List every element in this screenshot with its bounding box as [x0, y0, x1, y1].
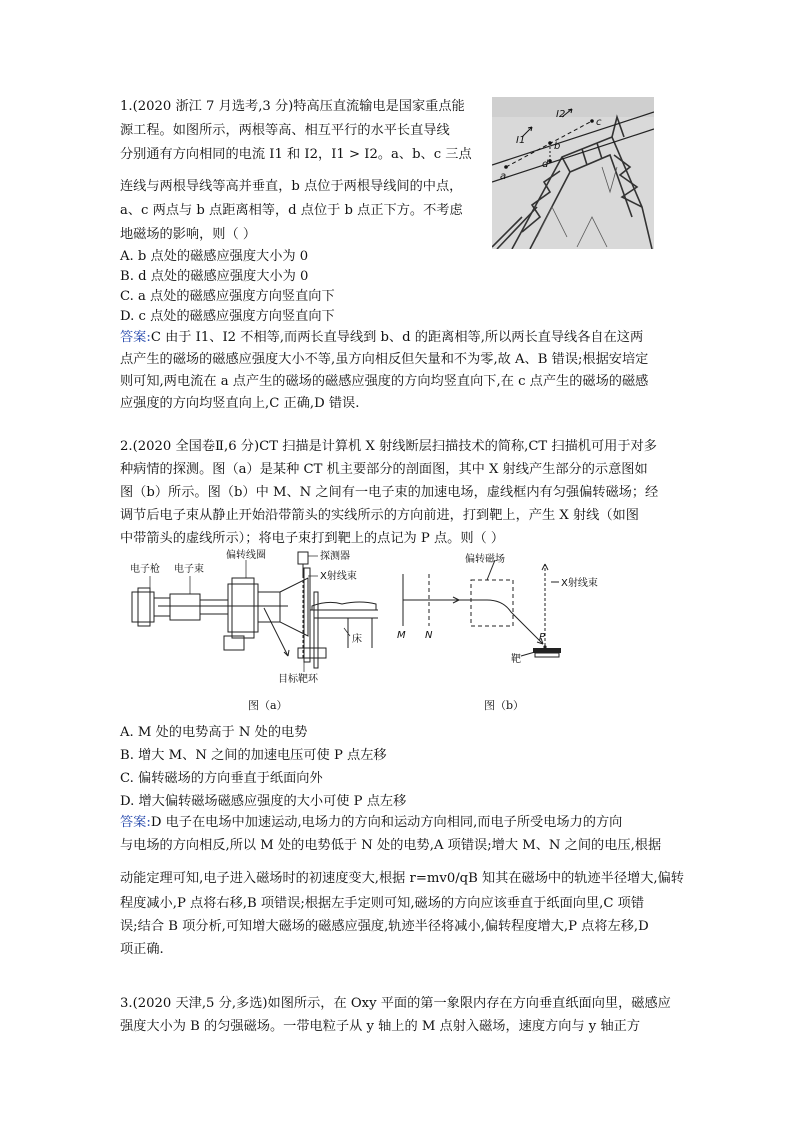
- q2-line-3: 图（b）所示。图（b）中 M、N 之间有一电子束的加速电场，虚线框内有匀强偏转磁场；经: [120, 485, 659, 500]
- q2-line-4: 调节后电子束从静止开始沿带箭头的实线所示的方向前进，打到靶上，产生 X 射线（如图: [120, 508, 639, 523]
- q2-answer-line-1: 答案:D 电子在电场中加速运动,电场力的方向和运动方向相同,而电子所受电场力的方向: [120, 815, 623, 830]
- q1-option-a: A. b 点处的磁感应强度大小为 0: [120, 249, 309, 264]
- q3-line-2: 强度大小为 B 的匀强磁场。一带电粒子从 y 轴上的 M 点射入磁场，速度方向与 y 轴正方: [120, 1019, 641, 1034]
- q3-line-1: 3.(2020 天津,5 分,多选)如图所示，在 Oxy 平面的第一象限内存在方向垂直纸面向里，磁感应: [120, 996, 671, 1011]
- fig-b-label-P: P: [539, 632, 546, 643]
- q2-answer-label: 答案:: [120, 815, 151, 830]
- photo-label-d: d: [542, 159, 549, 170]
- q1-line-4: 连线与两根导线等高并垂直，b 点位于两根导线间的中点，: [120, 179, 463, 194]
- fig-a-label-detector: 探测器: [320, 551, 350, 562]
- q1-option-b: B. d 点处的磁感应强度大小为 0: [120, 269, 309, 284]
- q1-answer-line-1: 答案:C 由于 I1、I2 不相等,而两长直导线到 b、d 的距离相等,所以两长直导线各自在这两: [120, 330, 644, 345]
- q2-line-1: 2.(2020 全国卷Ⅱ,6 分)CT 扫描是计算机 X 射线断层扫描技术的简称,CT 扫描机可用于对多: [120, 439, 657, 454]
- q1-line-2: 源工程。如图所示，两根等高、相互平行的水平长直导线: [120, 123, 450, 138]
- fig-a-label-bed: 床: [352, 634, 362, 645]
- q1-line-6: 地磁场的影响，则（ ）: [120, 227, 257, 242]
- fig-b-label-M: M: [397, 630, 406, 641]
- q2-option-a: A. M 处的电势高于 N 处的电势: [120, 725, 308, 740]
- fig-b-label-target: 靶: [511, 654, 521, 665]
- q2-answer-line-3: 动能定理可知,电子进入磁场时的初速度变大,根据 r=mv0/qB 知其在磁场中的轨迹半径增大,偏转: [120, 871, 684, 886]
- q2-figure-a: [128, 548, 388, 688]
- q2-line-5: 中带箭头的虚线所示）；将电子束打到靶上的点记为 P 点。则（ ）: [120, 531, 505, 546]
- fig-a-label-deflection-coil: 偏转线圈: [226, 550, 266, 561]
- q1-line-5: a、c 两点与 b 点距离相等，d 点位于 b 点正下方。不考虑: [120, 203, 463, 218]
- q2-figure-b: [395, 552, 635, 680]
- fig-a-label-electron-gun: 电子枪: [130, 564, 160, 575]
- fig-b-label-xray: X射线束: [561, 578, 598, 589]
- q2-figure-b-caption: 图（b）: [484, 699, 525, 712]
- photo-label-a: a: [500, 171, 507, 182]
- q1-answer-line-3: 则可知,两电流在 a 点产生的磁场的磁感应强度的方向均竖直向下,在 c 点产生的磁场的磁感: [120, 374, 649, 389]
- fig-b-label-deflection-field: 偏转磁场: [465, 554, 505, 565]
- photo-label-c: c: [596, 117, 602, 128]
- fig-b-label-N: N: [425, 630, 433, 641]
- fig-a-label-electron-beam: 电子束: [174, 564, 204, 575]
- fig-a-label-target-ring: 目标靶环: [278, 674, 318, 685]
- q1-answer-line-4: 应强度的方向均竖直向上,C 正确,D 错误.: [120, 396, 360, 411]
- q2-answer-line-4: 程度减小,P 点将右移,B 项错误;根据左手定则可知,磁场的方向应该垂直于纸面向里,C 项错: [120, 896, 645, 911]
- q2-option-d: D. 增大偏转磁场磁感应强度的大小可使 P 点左移: [120, 794, 407, 809]
- q2-figure-a-caption: 图（a）: [248, 699, 288, 712]
- q1-line-1: 1.(2020 浙江 7 月选考,3 分)特高压直流输电是国家重点能: [120, 99, 465, 114]
- q1-answer-line-2: 点产生的磁场的磁感应强度大小不等,虽方向相反但矢量和不为零,故 A、B 错误;根据安培定: [120, 352, 649, 367]
- photo-label-I2: I2: [556, 109, 566, 120]
- q2-option-c: C. 偏转磁场的方向垂直于纸面向外: [120, 771, 323, 786]
- q2-answer-line-5: 误;结合 B 项分析,可知增大磁场的磁感应强度,轨迹半径将减小,偏转程度增大,P 点将左移,D: [120, 919, 649, 934]
- q2-answer-line-2: 与电场的方向相反,所以 M 处的电势低于 N 处的电势,A 项错误;增大 M、N 之间的电压,根据: [120, 838, 662, 853]
- fig-a-label-xray: X射线束: [320, 571, 357, 582]
- q1-tower-photo: [492, 97, 654, 249]
- q1-line-3: 分别通有方向相同的电流 I1 和 I2，I1 > I2。a、b、c 三点: [120, 147, 472, 162]
- photo-label-b: b: [554, 141, 561, 152]
- q1-option-d: D. c 点处的磁感应强度方向竖直向下: [120, 309, 335, 324]
- q2-line-2: 种病情的探测。图（a）是某种 CT 机主要部分的剖面图，其中 X 射线产生部分的示意图如: [120, 462, 648, 477]
- photo-label-I1: I1: [516, 135, 526, 146]
- q1-option-c: C. a 点处的磁感应强度方向竖直向下: [120, 289, 335, 304]
- q2-answer-line-6: 项正确.: [120, 942, 164, 957]
- q1-answer-label: 答案:: [120, 330, 151, 345]
- q2-option-b: B. 增大 M、N 之间的加速电压可使 P 点左移: [120, 748, 387, 763]
